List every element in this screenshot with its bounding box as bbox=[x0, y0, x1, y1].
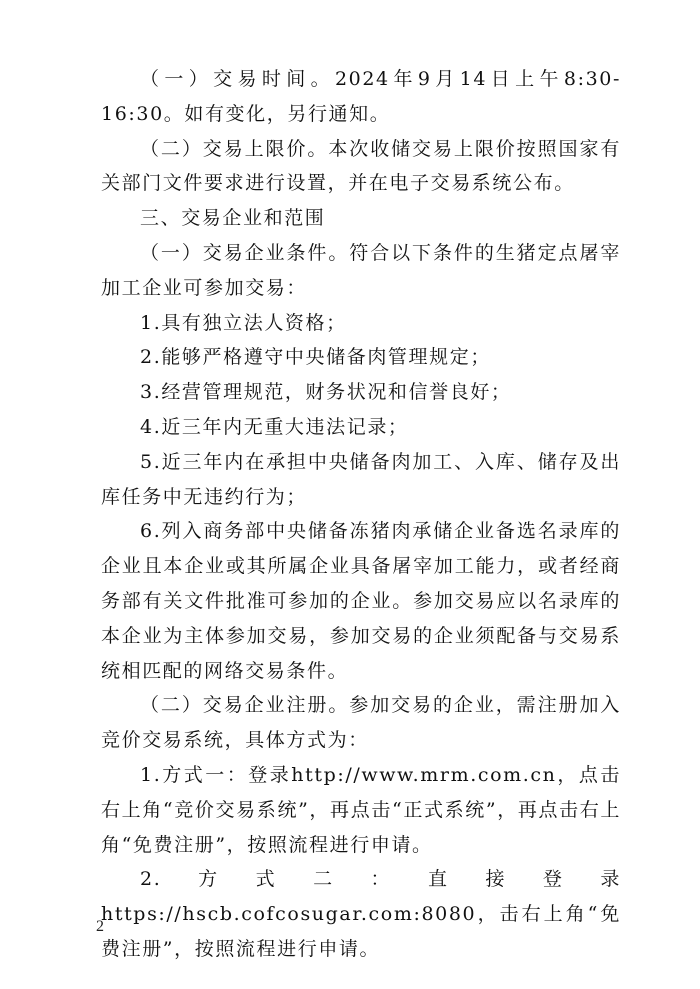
paragraph-enterprise-registration: （二）交易企业注册。参加交易的企业，需注册加入竞价交易系统，具体方式为： bbox=[101, 694, 621, 752]
list-item-condition-3: 3.经营管理规范，财务状况和信誉良好； bbox=[140, 381, 512, 404]
list-item-condition-2: 2.能够严格遵守中央储备肉管理规定； bbox=[140, 346, 491, 369]
list-item-method-2: 2.方式二：直接登录https://hscb.cofcosugar.com:8080，击右上角“免费注册”，按照流程进行申请。 bbox=[101, 868, 621, 960]
list-item-condition-6: 6.列入商务部中央储备冻猪肉承储企业备选名录库的企业且本企业或其所属企业具备屠宰加工能力，或者经商务部有关文件批准可参加的企业。参加交易应以名录库的本企业为主体参加交易，参加交易的企业须配备与交易系统相匹配的网络交易条件。 bbox=[101, 520, 621, 682]
list-item-condition-1: 1.具有独立法人资格； bbox=[140, 311, 347, 334]
paragraph-enterprise-conditions: （一）交易企业条件。符合以下条件的生猪定点屠宰加工企业可参加交易： bbox=[101, 241, 621, 299]
document-body bbox=[101, 62, 621, 967]
page-number: 2 bbox=[96, 918, 104, 935]
list-item-condition-5: 5.近三年内在承担中央储备肉加工、入库、储存及出库任务中无违约行为； bbox=[101, 450, 621, 508]
paragraph-price-limit: （二）交易上限价。本次收储交易上限价按照国家有关部门文件要求进行设置，并在电子交易系统公布。 bbox=[101, 137, 621, 195]
section-heading-trading-enterprises: 三、交易企业和范围 bbox=[140, 207, 326, 230]
list-item-condition-4: 4.近三年内无重大违法记录； bbox=[140, 415, 409, 438]
paragraph-trade-time: （一）交易时间。2024年9月14日上午8:30-16:30。如有变化，另行通知。 bbox=[101, 68, 621, 125]
list-item-method-1: 1.方式一：登录http://www.mrm.com.cn，点击右上角“竞价交易系统”，再点击“正式系统”，再点击右上角“免费注册”，按照流程进行申请。 bbox=[101, 763, 621, 856]
